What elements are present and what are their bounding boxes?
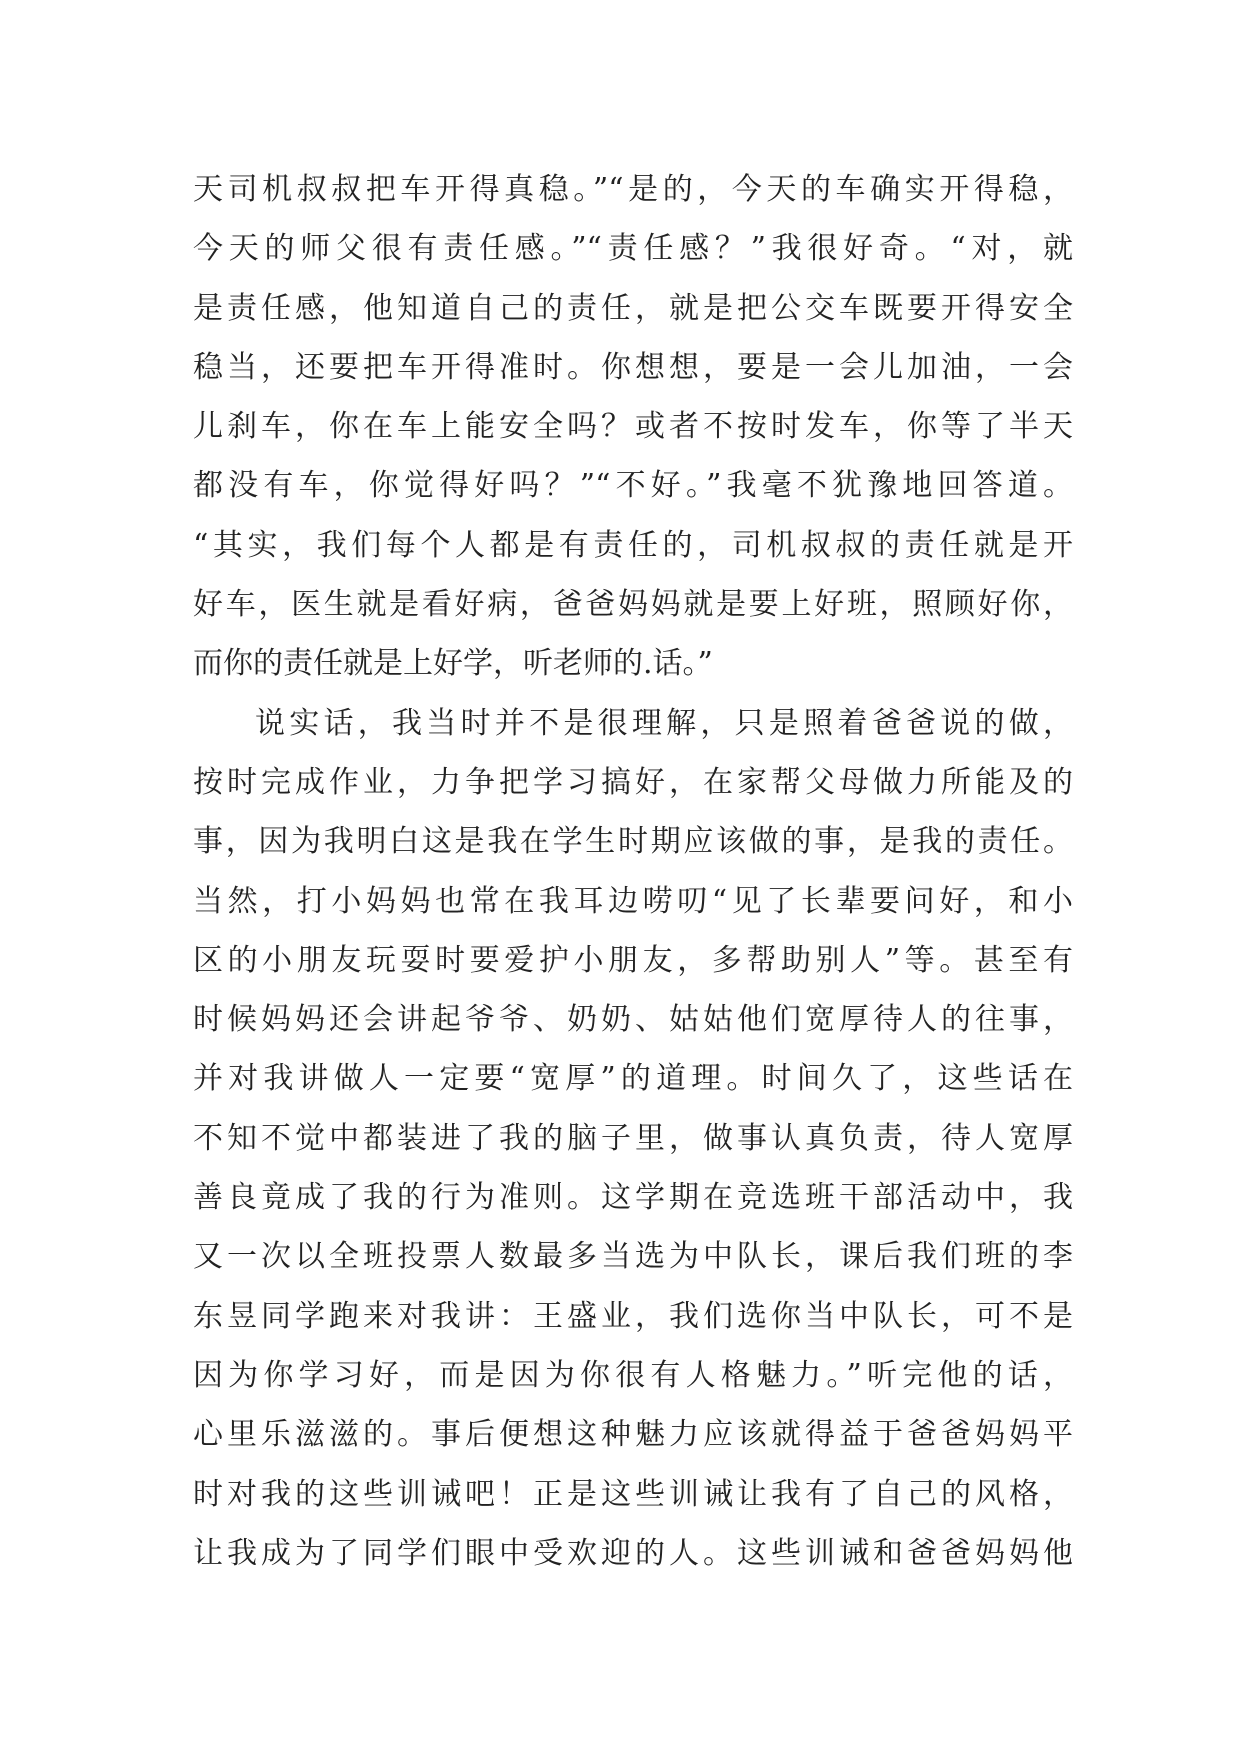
- text-line: 东昱同学跑来对我讲：王盛业，我们选你当中队长，可不是: [193, 1298, 1073, 1334]
- text-line: 心里乐滋滋的。事后便想这种魅力应该就得益于爸爸妈妈平: [193, 1417, 1073, 1453]
- text-line: 不知不觉中都装进了我的脑子里，做事认真负责，待人宽厚: [193, 1120, 1073, 1156]
- text-line: 善良竟成了我的行为准则。这学期在竞选班干部活动中，我: [193, 1180, 1073, 1216]
- text-line: 区的小朋友玩耍时要爱护小朋友，多帮助别人”等。甚至有: [193, 942, 1073, 978]
- text-line: 是责任感，他知道自己的责任，就是把公交车既要开得安全: [193, 290, 1073, 326]
- text-line: “其实，我们每个人都是有责任的，司机叔叔的责任就是开: [193, 527, 1073, 563]
- text-line: 当然，打小妈妈也常在我耳边唠叨“见了长辈要问好，和小: [193, 883, 1073, 919]
- text-line: 因为你学习好，而是因为你很有人格魅力。”听完他的话，: [193, 1357, 1073, 1393]
- text-line: 稳当，还要把车开得准时。你想想，要是一会儿加油，一会: [193, 349, 1073, 385]
- text-line: 让我成为了同学们眼中受欢迎的人。这些训诫和爸爸妈妈他: [193, 1535, 1073, 1571]
- text-line: 天司机叔叔把车开得真稳。”“是的，今天的车确实开得稳，: [193, 172, 1073, 207]
- body-text: [193, 160, 1073, 1583]
- text-line: 按时完成作业，力争把学习搞好，在家帮父母做力所能及的: [193, 764, 1073, 800]
- text-line: 儿刹车，你在车上能安全吗？或者不按时发车，你等了半天: [193, 409, 1073, 445]
- paragraph-start-line: 说实话，我当时并不是很理解，只是照着爸爸说的做，: [255, 705, 1073, 741]
- paragraph-end-line: 而你的责任就是上好学，听老师的.话。”: [193, 646, 713, 682]
- text-line: 都没有车，你觉得好吗？”“不好。”我毫不犹豫地回答道。: [193, 468, 1073, 504]
- text-line: 又一次以全班投票人数最多当选为中队长，课后我们班的李: [193, 1239, 1073, 1275]
- text-line: 事，因为我明白这是我在学生时期应该做的事，是我的责任。: [193, 824, 1073, 860]
- text-line: 好车，医生就是看好病，爸爸妈妈就是要上好班，照顾好你，: [193, 587, 1073, 623]
- text-line: 并对我讲做人一定要“宽厚”的道理。时间久了，这些话在: [193, 1061, 1073, 1097]
- text-line: 时对我的这些训诫吧！正是这些训诫让我有了自己的风格，: [193, 1476, 1073, 1512]
- text-line: 时候妈妈还会讲起爷爷、奶奶、姑姑他们宽厚待人的往事，: [193, 1002, 1073, 1038]
- text-line: 今天的师父很有责任感。”“责任感？”我很好奇。“对，就: [193, 231, 1073, 267]
